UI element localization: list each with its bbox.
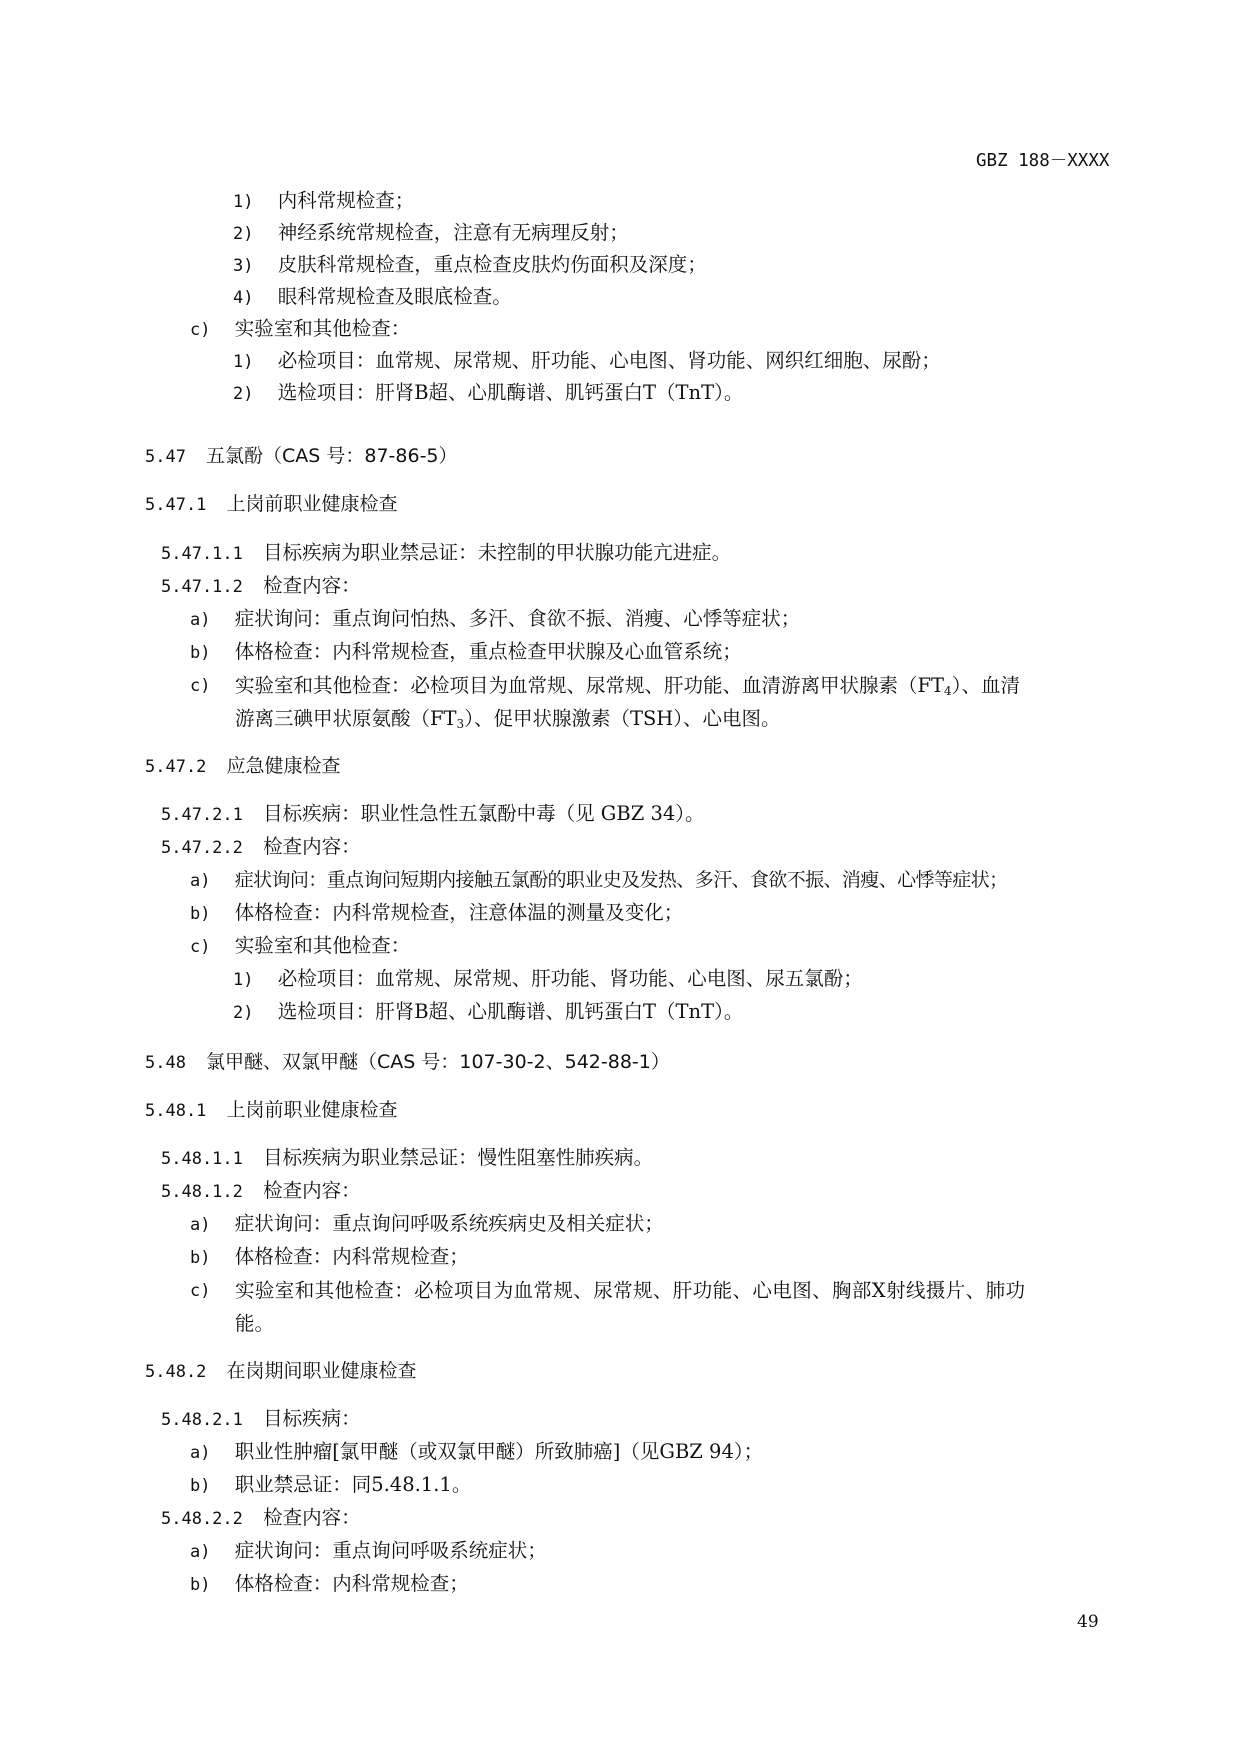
page-number: 49 [1077, 1612, 1099, 1632]
list-letter: a) [190, 1215, 211, 1235]
list-letter: b) [190, 904, 211, 924]
list-text: 神经系统常规检查，注意有无病理反射； [277, 221, 629, 244]
clause [161, 801, 705, 828]
list-letter: c) [190, 320, 211, 340]
list-item [190, 1439, 763, 1466]
list-text: 症状询问：重点询问短期内接触五氯酚的职业史及发热、多汗、食欲不振、消瘦、心悸等症状； [234, 869, 1008, 891]
subscript: 4 [944, 684, 952, 698]
clause-text: 目标疾病：职业性急性五氯酚中毒（见 GBZ 34）。 [263, 802, 705, 825]
list-number: 1) [233, 352, 254, 372]
clause-text: 检查内容： [263, 835, 361, 858]
list-text: 症状询问：重点询问怕热、多汗、食欲不振、消瘦、心悸等症状； [234, 607, 801, 630]
list-item [190, 316, 410, 343]
clause [161, 573, 361, 600]
clause [161, 1145, 653, 1172]
section-number: 5.48 [145, 1053, 186, 1073]
clause [161, 540, 731, 567]
clause-text: 目标疾病为职业禁忌证：慢性阻塞性肺疾病。 [263, 1146, 654, 1169]
list-item [190, 606, 800, 633]
section-number: 5.47.1 [145, 495, 207, 515]
list-letter: c) [190, 1281, 211, 1301]
list-item [233, 252, 707, 279]
list-text-block [235, 1274, 1128, 1340]
clause-number: 5.48.1.2 [161, 1182, 243, 1202]
list-text: 实验室和其他检查： [234, 934, 411, 957]
list-item [233, 188, 414, 215]
list-item [233, 220, 629, 247]
list-item [190, 1211, 664, 1238]
section-title: 氯甲醚、双氯甲醚（CAS 号：107-30-2、542-88-1） [206, 1051, 670, 1073]
list-letter: c) [190, 676, 211, 696]
list-item [190, 1538, 547, 1565]
list-letter: c) [190, 937, 211, 957]
list-item [190, 867, 1008, 894]
list-letter: a) [190, 871, 211, 891]
list-text: 皮肤科常规检查，重点检查皮肤灼伤面积及深度； [277, 253, 707, 276]
section-number: 5.48.1 [145, 1101, 207, 1121]
clause-number: 5.47.2.2 [161, 838, 243, 858]
list-text: 选检项目：肝肾B超、心肌酶谱、肌钙蛋白T（TnT）。 [277, 1000, 744, 1023]
clause-text: 目标疾病： [263, 1407, 361, 1430]
subsection-heading [145, 1358, 416, 1385]
list-text-block [235, 669, 1128, 735]
list-text: 游离三碘甲状原氨酸（FT [235, 707, 457, 730]
list-text: ）、促甲状腺激素（TSH）、心电图。 [464, 707, 781, 730]
list-text: 体格检查：内科常规检查； [234, 1245, 469, 1268]
list-text: 选检项目：肝肾B超、心肌酶谱、肌钙蛋白T（TnT）。 [277, 381, 744, 404]
list-text: 内科常规检查； [277, 189, 415, 212]
list-text: 症状询问：重点询问呼吸系统症状； [234, 1539, 547, 1562]
list-text: 体格检查：内科常规检查； [234, 1572, 469, 1595]
list-number: 1) [233, 192, 254, 212]
clause [161, 1406, 361, 1433]
list-number: 1) [233, 970, 254, 990]
section-number: 5.47.2 [145, 757, 207, 777]
list-text: 必检项目：血常规、尿常规、肝功能、心电图、肾功能、网织红细胞、尿酚； [277, 349, 941, 372]
list-number: 2) [233, 224, 254, 244]
clause [161, 834, 361, 861]
subscript: 3 [456, 717, 465, 731]
section-title: 上岗前职业健康检查 [226, 493, 398, 515]
clause-number: 5.48.2.1 [161, 1410, 243, 1430]
list-text: 眼科常规检查及眼底检查。 [277, 285, 512, 308]
list-letter: a) [190, 1542, 211, 1562]
clause-number: 5.48.1.1 [161, 1149, 243, 1169]
list-text: 体格检查：内科常规检查，注意体温的测量及变化； [234, 901, 684, 924]
list-number: 4) [233, 288, 254, 308]
list-letter: a) [190, 610, 211, 630]
section-title: 五氯酚（CAS 号：87-86-5） [206, 445, 458, 467]
list-item [190, 933, 410, 960]
list-letter: b) [190, 643, 211, 663]
list-letter: b) [190, 1476, 211, 1496]
subsection-heading [145, 491, 397, 518]
list-text: 体格检查：内科常规检查，重点检查甲状腺及心血管系统； [234, 640, 742, 663]
list-item [190, 672, 210, 699]
list-text: 实验室和其他检查：必检项目为血常规、尿常规、肝功能、心电图、胸部X射线摄片、肺功 [235, 1279, 1026, 1302]
list-text: 职业性肿瘤[氯甲醚（或双氯甲醚）所致肺癌]（见GBZ 94）； [234, 1440, 764, 1463]
clause [161, 1505, 361, 1532]
list-item [233, 284, 512, 311]
clause-number: 5.48.2.2 [161, 1509, 243, 1529]
section-title: 应急健康检查 [226, 755, 341, 777]
clause-text: 目标疾病为职业禁忌证：未控制的甲状腺功能亢进症。 [263, 541, 732, 564]
list-letter: b) [190, 1575, 211, 1595]
list-item [190, 1244, 469, 1271]
list-item [190, 1472, 471, 1499]
list-item [190, 639, 742, 666]
subsection-heading [145, 753, 340, 780]
list-letter: a) [190, 1443, 211, 1463]
list-item [190, 1571, 469, 1598]
section-heading [145, 1049, 670, 1076]
clause-number: 5.47.2.1 [161, 805, 243, 825]
list-item [233, 380, 743, 407]
section-title: 上岗前职业健康检查 [226, 1099, 398, 1121]
clause [161, 1178, 361, 1205]
list-letter: b) [190, 1248, 211, 1268]
list-text: 实验室和其他检查： [234, 317, 411, 340]
clause-text: 检查内容： [263, 574, 361, 597]
subsection-heading [145, 1097, 397, 1124]
clause-number: 5.47.1.1 [161, 544, 243, 564]
list-text: ）、血清 [951, 674, 1020, 697]
list-text: 职业禁忌证：同5.48.1.1。 [234, 1473, 472, 1496]
list-item [190, 900, 683, 927]
list-item [233, 348, 941, 375]
clause-number: 5.47.1.2 [161, 577, 243, 597]
list-item [233, 966, 863, 993]
list-number: 2) [233, 384, 254, 404]
section-number: 5.47 [145, 447, 186, 467]
clause-text: 检查内容： [263, 1179, 361, 1202]
clause-text: 检查内容： [263, 1506, 361, 1529]
list-text: 能。 [235, 1312, 275, 1335]
list-item [190, 1277, 210, 1304]
document-code-header: GBZ 188－XXXX [976, 151, 1110, 171]
section-heading [145, 443, 458, 470]
list-text: 症状询问：重点询问呼吸系统疾病史及相关症状； [234, 1212, 664, 1235]
section-title: 在岗期间职业健康检查 [226, 1360, 417, 1382]
list-item [233, 999, 743, 1026]
list-text: 必检项目：血常规、尿常规、肝功能、肾功能、心电图、尿五氯酚； [277, 967, 863, 990]
section-number: 5.48.2 [145, 1362, 207, 1382]
list-text: 实验室和其他检查：必检项目为血常规、尿常规、肝功能、血清游离甲状腺素（FT [235, 674, 945, 697]
list-number: 3) [233, 256, 254, 276]
list-number: 2) [233, 1003, 254, 1023]
